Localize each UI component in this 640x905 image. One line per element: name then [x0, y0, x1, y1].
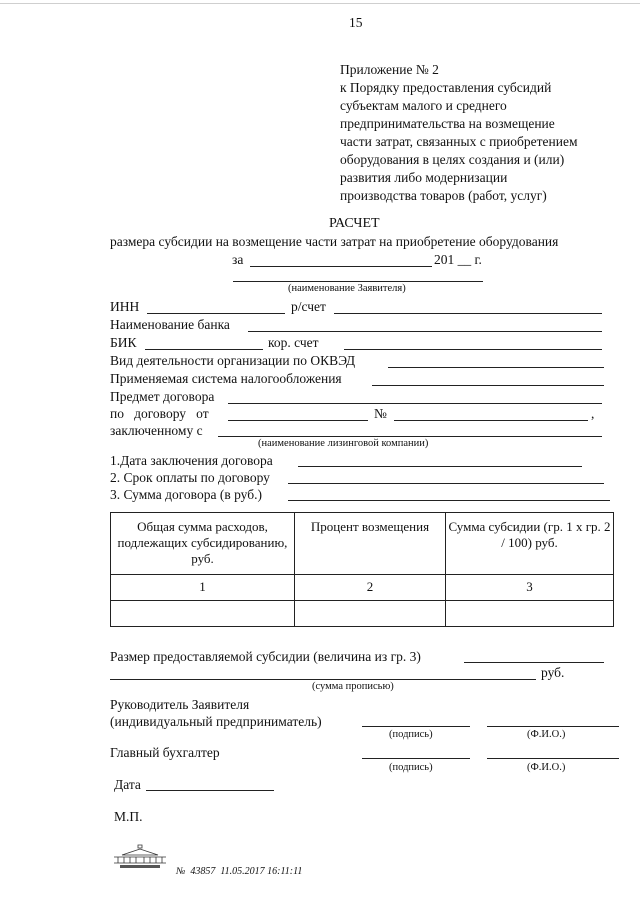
contract-amount-item: 3. Сумма договора (в руб.) — [110, 487, 262, 502]
sum-words-caption: (сумма прописью) — [312, 681, 394, 692]
scan-artifact — [0, 3, 640, 4]
appendix-line-4: предпринимательства на возмещение — [340, 116, 555, 131]
applicant-name-line[interactable] — [233, 281, 483, 282]
subsidy-size-field[interactable] — [464, 662, 604, 663]
contract-amount-item-field[interactable] — [288, 500, 610, 501]
leasing-caption: (наименование лизинговой компании) — [258, 438, 429, 449]
payment-term-item-field[interactable] — [288, 483, 604, 484]
header-reimbursement-percent: Процент возмещения — [295, 513, 446, 575]
bank-field[interactable] — [248, 331, 602, 332]
accountant-name-caption: (Ф.И.О.) — [527, 762, 566, 773]
appendix-line-2: к Порядку предоставления субсидий — [340, 80, 552, 95]
appendix-line-7: развития либо модернизации — [340, 170, 508, 185]
head-name-field[interactable] — [487, 726, 619, 727]
inn-label: ИНН — [110, 299, 140, 314]
contract-number-label: № — [374, 406, 387, 421]
okved-field[interactable] — [388, 367, 604, 368]
tax-system-label: Применяемая система налогообложения — [110, 371, 342, 386]
applicant-caption: (наименование Заявителя) — [288, 283, 406, 294]
period-blank[interactable] — [250, 266, 432, 267]
registration-stamp: № 43857 11.05.2017 16:11:11 — [176, 866, 303, 877]
concluded-with-label: заключенному с — [110, 423, 203, 438]
corr-account-label: кор. счет — [268, 335, 319, 350]
corr-account-field[interactable] — [344, 349, 602, 350]
head-label-ip: (индивидуальный предприниматель) — [110, 714, 322, 729]
accountant-signature-field[interactable] — [362, 758, 470, 759]
bik-label: БИК — [110, 335, 137, 350]
total-expenses-cell[interactable] — [111, 601, 295, 627]
table-header-row — [111, 513, 614, 575]
account-label: р/счет — [291, 299, 326, 314]
contract-number-field[interactable] — [394, 420, 588, 421]
period-year: 201 __ г. — [434, 252, 482, 267]
period-prefix: за — [232, 252, 244, 267]
column-number-1: 1 — [111, 575, 295, 601]
date-label: Дата — [114, 777, 141, 792]
bik-field[interactable] — [145, 349, 263, 350]
subsidy-words-field[interactable] — [110, 679, 536, 680]
subsidy-size-label: Размер предоставляемой субсидии (величина из гр. 3) — [110, 649, 421, 664]
date-field[interactable] — [146, 790, 274, 791]
tax-system-field[interactable] — [372, 385, 604, 386]
column-number-2: 2 — [295, 575, 446, 601]
okved-label: Вид деятельности организации по ОКВЭД — [110, 353, 356, 368]
subsidy-table — [110, 512, 614, 627]
page-number: 15 — [349, 15, 363, 30]
rub-label: руб. — [541, 665, 565, 680]
payment-term-item: 2. Срок оплаты по договору — [110, 470, 270, 485]
bank-label: Наименование банка — [110, 317, 230, 332]
registry-building-icon — [112, 843, 168, 869]
contract-by-label: по договору от — [110, 406, 209, 421]
column-number-3: 3 — [446, 575, 614, 601]
contract-date-item-field[interactable] — [298, 466, 582, 467]
accountant-label: Главный бухгалтер — [110, 745, 220, 760]
appendix-line-5: части затрат, связанных с приобретением — [340, 134, 578, 149]
appendix-line-6: оборудования в целях создания и (или) — [340, 152, 565, 167]
contract-date-field[interactable] — [228, 420, 368, 421]
subsidy-amount-cell[interactable] — [446, 601, 614, 627]
accountant-signature-caption: (подпись) — [389, 762, 433, 773]
contract-date-item: 1.Дата заключения договора — [110, 453, 273, 468]
inn-field[interactable] — [147, 313, 285, 314]
leasing-company-field[interactable] — [218, 436, 602, 437]
document-title: РАСЧЕТ — [329, 216, 380, 231]
contract-comma: , — [591, 406, 595, 421]
appendix-line-3: субъектам малого и среднего — [340, 98, 507, 113]
reimbursement-percent-cell[interactable] — [295, 601, 446, 627]
head-name-caption: (Ф.И.О.) — [527, 729, 566, 740]
contract-subject-field[interactable] — [228, 403, 602, 404]
head-signature-field[interactable] — [362, 726, 470, 727]
appendix-line-8: производства товаров (работ, услуг) — [340, 188, 547, 203]
head-label: Руководитель Заявителя — [110, 697, 250, 712]
header-total-expenses: Общая сумма расходов, подлежащих субсидированию, руб. — [111, 513, 295, 575]
account-field[interactable] — [334, 313, 602, 314]
table-value-row — [111, 601, 614, 627]
seal-label: М.П. — [114, 809, 143, 824]
contract-subject-label: Предмет договора — [110, 389, 215, 404]
accountant-name-field[interactable] — [487, 758, 619, 759]
document-subtitle: размера субсидии на возмещение части затрат на приобретение оборудования — [110, 234, 559, 249]
appendix-line-1: Приложение № 2 — [340, 62, 439, 77]
header-subsidy-amount: Сумма субсидии (гр. 1 х гр. 2 / 100) руб. — [446, 513, 614, 575]
table-number-row — [111, 575, 614, 601]
head-signature-caption: (подпись) — [389, 729, 433, 740]
